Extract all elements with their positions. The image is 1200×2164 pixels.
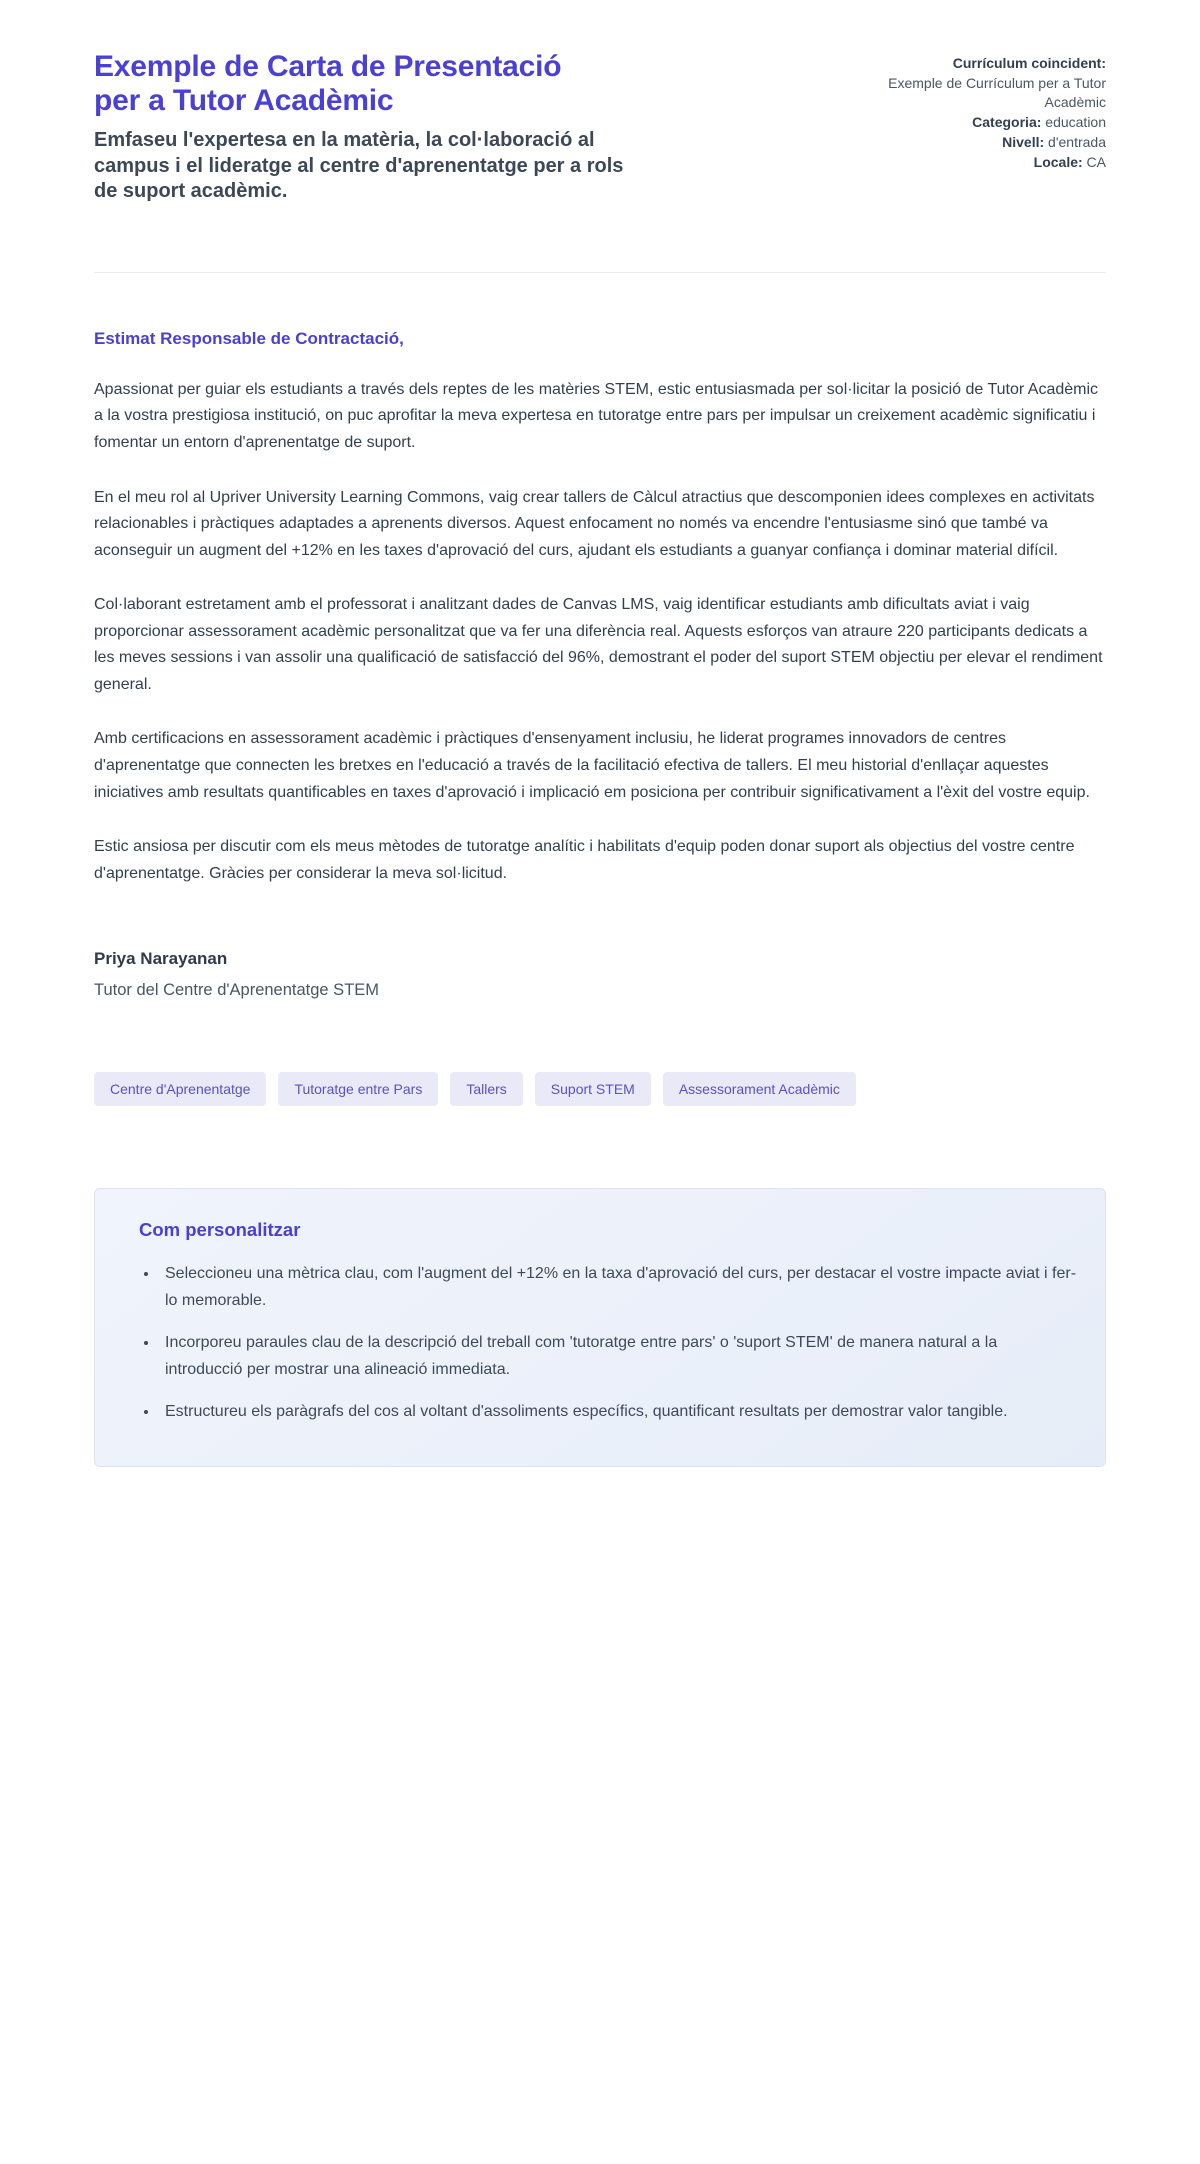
meta-panel — [866, 50, 1106, 173]
meta-resume-label — [866, 54, 1106, 73]
letter-paragraph-4: Amb certificacions en assessorament acadèmic i pràctiques d'ensenyament inclusiu, he liderat programes innovadors de centres d'aprenentatge que connecten les bretxes en l'educació a través de la facilitació efectiva de tallers. El meu historial d'enllaçar aquestes iniciatives amb resultats quantificables en taxes d'aprovació i implicació em posiciona per contribuir significativament a l'èxit del vostre equip. — [94, 730, 1090, 801]
letter-paragraph-5: Estic ansiosa per discutir com els meus mètodes de tutoratge analític i habilitats d'equip poden donar suport als objectius del vostre centre d'aprenentatge. Gràcies per considerar la meva sol·licitud. — [94, 838, 1075, 882]
letter-greeting: Estimat Responsable de Contractació, — [94, 328, 404, 348]
customization-tips-box — [94, 1188, 1106, 1467]
tips-item-2: • Incorporeu paraules clau de la descripció del treball com 'tutoratge entre pars' o 'suport STEM' de manera natural a la introducció per mostrar una alineació immediata. — [159, 1330, 1077, 1383]
letter-paragraph-2: En el meu rol al Upriver University Learning Commons, vaig crear tallers de Càlcul atractius que descomponien idees complexes en activitats relacionables i pràctiques adaptades a aprenents diversos. Aquest enfocament no només va encendre l'entusiasme sinó que també va aconseguir un augment del +12% en les taxes d'aprovació del curs, ajudant els estudiants a guanyar confiança i dominar material difícil. — [94, 488, 1095, 559]
header — [94, 50, 1106, 204]
letter-body — [94, 329, 1106, 1467]
meta-locale-value: CA — [1086, 154, 1106, 171]
meta-locale-label: Locale: — [1033, 154, 1083, 171]
tag-suport-stem[interactable]: Suport STEM — [535, 1072, 651, 1106]
tag-tallers[interactable]: Tallers — [450, 1072, 522, 1106]
meta-level — [866, 133, 1106, 152]
meta-category-value: education — [1045, 114, 1106, 131]
page-title: Exemple de Carta de Presentació per a Tutor Acadèmic — [94, 50, 562, 118]
meta-locale — [866, 153, 1106, 172]
meta-category-label: Categoria: — [972, 114, 1042, 131]
page-subtitle: Emfaseu l'expertesa en la matèria, la col·laboració al campus i el lideratge al centre d'aprenentatge per a rols de suport acadèmic. — [94, 129, 624, 202]
tag-tutoratge-entre-pars[interactable]: Tutoratge entre Pars — [278, 1072, 438, 1106]
cover-letter-page — [94, 0, 1106, 1537]
tips-item-3: • Estructureu els paràgrafs del cos al voltant d'assoliments específics, quantificant resultats per demostrar valor tangible. — [159, 1399, 1077, 1426]
meta-resume-label-text: Currículum coincident: — [952, 55, 1106, 71]
signature-name: Priya Narayanan — [94, 949, 228, 969]
meta-resume-value: Exemple de Currículum per a Tutor Acadèmic — [888, 75, 1106, 111]
tag-list — [94, 1072, 1106, 1106]
tag-centre-aprenentatge[interactable]: Centre d'Aprenentatge — [94, 1072, 266, 1106]
tips-item-1: • Seleccioneu una mètrica clau, com l'augment del +12% en la taxa d'aprovació del curs, per destacar el vostre impacte aviat i fer-lo memorable. — [159, 1261, 1077, 1314]
signature-block — [94, 949, 1106, 1000]
header-divider — [94, 272, 1106, 273]
letter-paragraph-3: Col·laborant estretament amb el professorat i analitzant dades de Canvas LMS, vaig identificar estudiants amb dificultats aviat i vaig proporcionar assessorament acadèmic personalitzat que va fer una diferència real. Aquests esforços van atraure 220 participants dedicats a les meves sessions i van assolir una qualificació de satisfacció del 96%, demostrant el poder del suport STEM objectiu per elevar el rendiment general. — [94, 596, 1103, 693]
tips-heading: Com personalitzar — [139, 1219, 301, 1241]
tag-assessorament-academic[interactable]: Assessorament Acadèmic — [663, 1072, 856, 1106]
signature-title: Tutor del Centre d'Aprenentatge STEM — [94, 981, 380, 1000]
header-title-block — [94, 50, 639, 204]
tips-list — [159, 1261, 1077, 1426]
meta-category — [866, 113, 1106, 132]
letter-paragraph-1: Apassionat per guiar els estudiants a través dels reptes de les matèries STEM, estic entusiasmada per sol·licitar la posició de Tutor Acadèmic a la vostra prestigiosa institució, on puc aprofitar la meva expertesa en tutoratge entre pars per impulsar un creixement acadèmic significatiu i fomentar un entorn d'aprenentatge de suport. — [94, 380, 1099, 452]
meta-level-label: Nivell: — [1002, 134, 1045, 151]
meta-level-value: d'entrada — [1048, 134, 1106, 151]
